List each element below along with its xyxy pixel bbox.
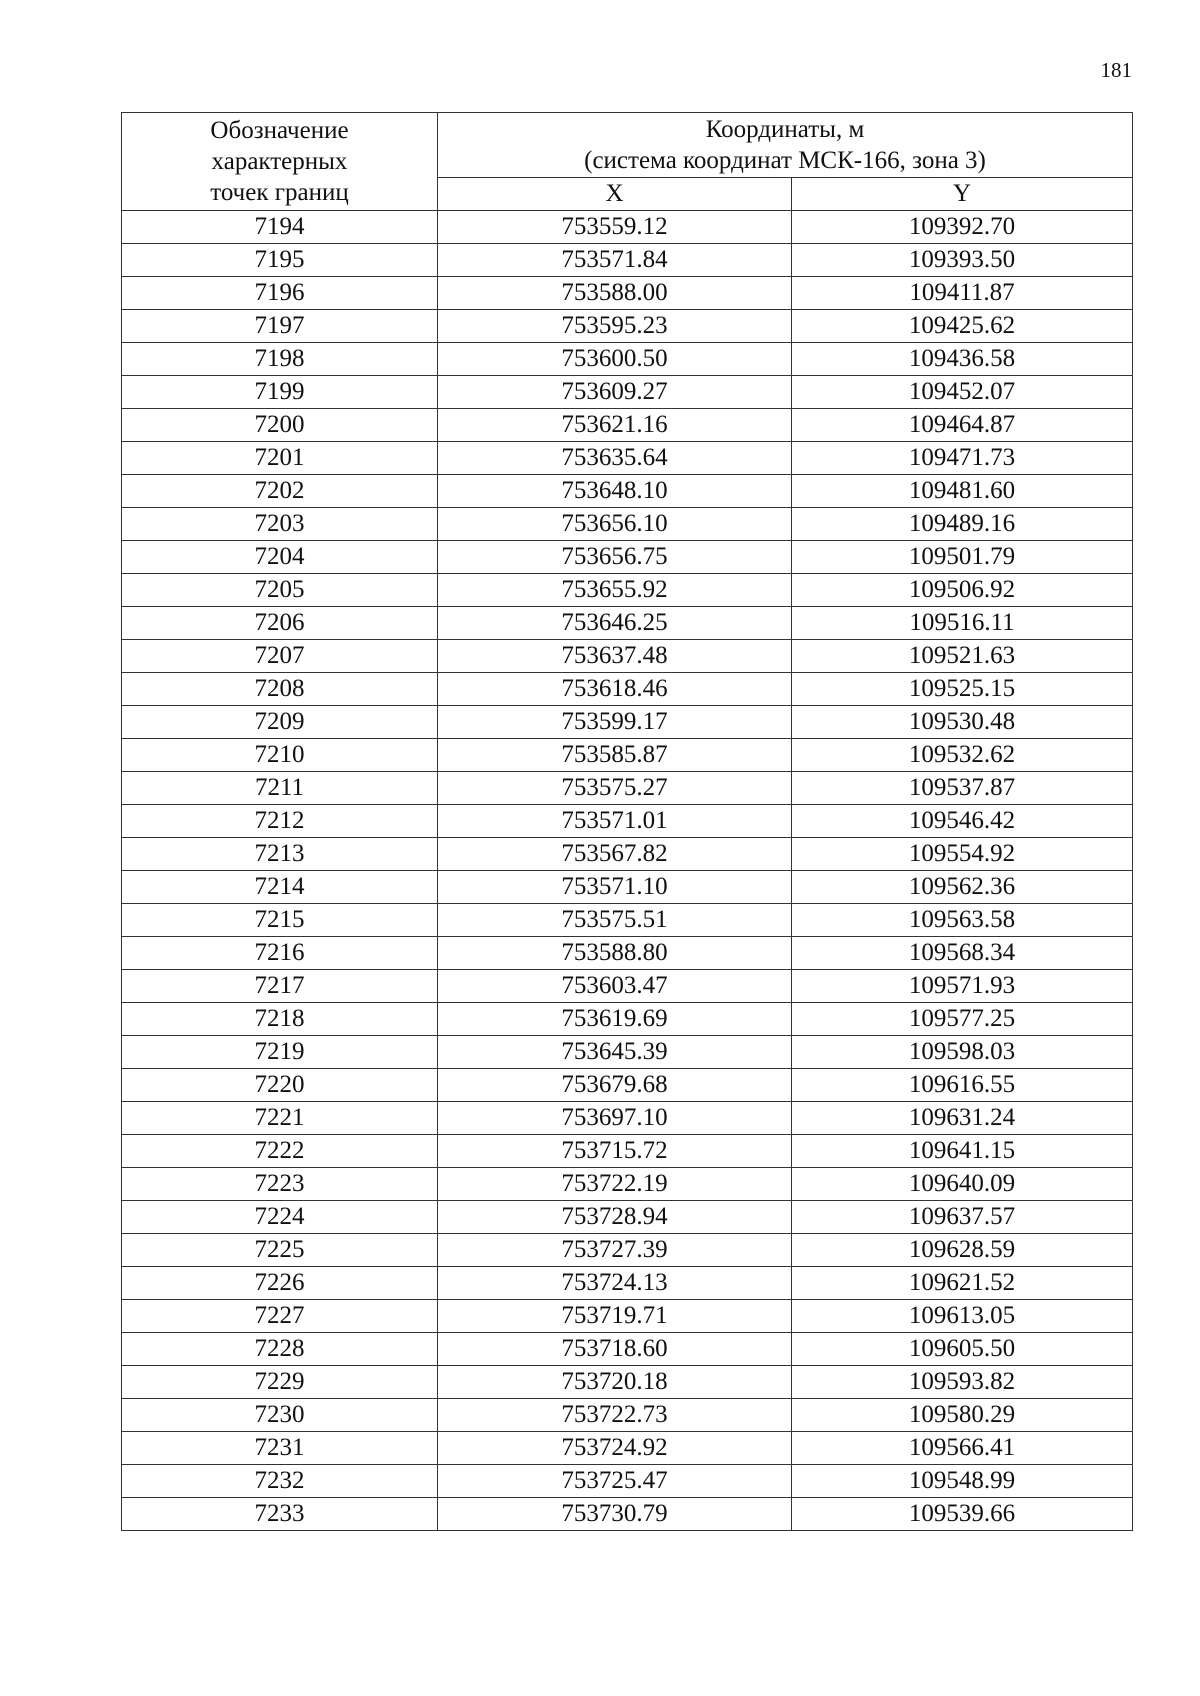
cell-y: 109516.11 — [792, 607, 1133, 640]
cell-y: 109571.93 — [792, 970, 1133, 1003]
cell-point: 7221 — [122, 1102, 438, 1135]
cell-point: 7197 — [122, 310, 438, 343]
header-point-line: точек границ — [210, 179, 349, 206]
header-x: X — [438, 178, 792, 211]
cell-x: 753595.23 — [438, 310, 792, 343]
cell-x: 753646.25 — [438, 607, 792, 640]
cell-x: 753724.92 — [438, 1432, 792, 1465]
cell-point: 7231 — [122, 1432, 438, 1465]
cell-y: 109489.16 — [792, 508, 1133, 541]
table-row — [122, 673, 1133, 706]
table-body — [122, 211, 1133, 1531]
table-row — [122, 508, 1133, 541]
cell-point: 7219 — [122, 1036, 438, 1069]
cell-point: 7194 — [122, 211, 438, 244]
cell-point: 7210 — [122, 739, 438, 772]
table-row — [122, 343, 1133, 376]
cell-point: 7195 — [122, 244, 438, 277]
table-row — [122, 640, 1133, 673]
cell-point: 7225 — [122, 1234, 438, 1267]
table-row — [122, 574, 1133, 607]
cell-x: 753571.01 — [438, 805, 792, 838]
cell-y: 109521.63 — [792, 640, 1133, 673]
table-row — [122, 1036, 1133, 1069]
cell-y: 109616.55 — [792, 1069, 1133, 1102]
cell-y: 109566.41 — [792, 1432, 1133, 1465]
cell-x: 753618.46 — [438, 673, 792, 706]
header-coordinates-line: Координаты, м — [705, 116, 865, 143]
cell-x: 753571.10 — [438, 871, 792, 904]
table-row — [122, 1234, 1133, 1267]
cell-point: 7203 — [122, 508, 438, 541]
cell-x: 753567.82 — [438, 838, 792, 871]
cell-y: 109621.52 — [792, 1267, 1133, 1300]
cell-x: 753621.16 — [438, 409, 792, 442]
cell-y: 109631.24 — [792, 1102, 1133, 1135]
cell-x: 753724.13 — [438, 1267, 792, 1300]
table-row — [122, 805, 1133, 838]
table-row — [122, 1135, 1133, 1168]
cell-point: 7218 — [122, 1003, 438, 1036]
cell-x: 753679.68 — [438, 1069, 792, 1102]
table-row — [122, 310, 1133, 343]
table-row — [122, 1366, 1133, 1399]
cell-y: 109637.57 — [792, 1201, 1133, 1234]
table-header — [122, 113, 1133, 211]
table-row — [122, 1333, 1133, 1366]
coordinates-table — [121, 112, 1133, 1531]
cell-point: 7217 — [122, 970, 438, 1003]
cell-y: 109563.58 — [792, 904, 1133, 937]
table-row — [122, 772, 1133, 805]
cell-x: 753599.17 — [438, 706, 792, 739]
cell-point: 7206 — [122, 607, 438, 640]
cell-x: 753645.39 — [438, 1036, 792, 1069]
cell-y: 109546.42 — [792, 805, 1133, 838]
cell-point: 7199 — [122, 376, 438, 409]
header-point-designation — [122, 113, 438, 211]
cell-point: 7205 — [122, 574, 438, 607]
cell-x: 753571.84 — [438, 244, 792, 277]
cell-point: 7204 — [122, 541, 438, 574]
cell-x: 753722.19 — [438, 1168, 792, 1201]
cell-y: 109436.58 — [792, 343, 1133, 376]
table-row — [122, 1498, 1133, 1531]
table-row — [122, 970, 1133, 1003]
cell-x: 753588.00 — [438, 277, 792, 310]
cell-y: 109613.05 — [792, 1300, 1133, 1333]
cell-y: 109532.62 — [792, 739, 1133, 772]
header-point-line: Обозначение — [210, 117, 349, 144]
cell-x: 753722.73 — [438, 1399, 792, 1432]
cell-x: 753637.48 — [438, 640, 792, 673]
table-row — [122, 607, 1133, 640]
cell-point: 7227 — [122, 1300, 438, 1333]
table-row — [122, 1201, 1133, 1234]
cell-x: 753609.27 — [438, 376, 792, 409]
cell-point: 7196 — [122, 277, 438, 310]
cell-y: 109580.29 — [792, 1399, 1133, 1432]
cell-y: 109641.15 — [792, 1135, 1133, 1168]
cell-y: 109525.15 — [792, 673, 1133, 706]
cell-point: 7224 — [122, 1201, 438, 1234]
cell-y: 109548.99 — [792, 1465, 1133, 1498]
cell-point: 7207 — [122, 640, 438, 673]
cell-y: 109452.07 — [792, 376, 1133, 409]
cell-y: 109598.03 — [792, 1036, 1133, 1069]
cell-y: 109605.50 — [792, 1333, 1133, 1366]
cell-y: 109464.87 — [792, 409, 1133, 442]
cell-x: 753719.71 — [438, 1300, 792, 1333]
cell-x: 753656.75 — [438, 541, 792, 574]
table-row — [122, 277, 1133, 310]
table-row — [122, 211, 1133, 244]
cell-x: 753730.79 — [438, 1498, 792, 1531]
cell-point: 7222 — [122, 1135, 438, 1168]
cell-point: 7223 — [122, 1168, 438, 1201]
cell-y: 109554.92 — [792, 838, 1133, 871]
table-row — [122, 904, 1133, 937]
table-row — [122, 1465, 1133, 1498]
cell-x: 753619.69 — [438, 1003, 792, 1036]
table-row — [122, 244, 1133, 277]
cell-point: 7216 — [122, 937, 438, 970]
cell-x: 753603.47 — [438, 970, 792, 1003]
cell-y: 109640.09 — [792, 1168, 1133, 1201]
cell-x: 753585.87 — [438, 739, 792, 772]
table-row — [122, 1069, 1133, 1102]
cell-y: 109425.62 — [792, 310, 1133, 343]
cell-point: 7202 — [122, 475, 438, 508]
cell-point: 7220 — [122, 1069, 438, 1102]
cell-y: 109392.70 — [792, 211, 1133, 244]
cell-y: 109411.87 — [792, 277, 1133, 310]
cell-x: 753697.10 — [438, 1102, 792, 1135]
table-row — [122, 1432, 1133, 1465]
cell-point: 7212 — [122, 805, 438, 838]
cell-x: 753718.60 — [438, 1333, 792, 1366]
cell-y: 109506.92 — [792, 574, 1133, 607]
table-row — [122, 871, 1133, 904]
table-row — [122, 1102, 1133, 1135]
cell-point: 7228 — [122, 1333, 438, 1366]
cell-y: 109537.87 — [792, 772, 1133, 805]
cell-x: 753648.10 — [438, 475, 792, 508]
cell-point: 7209 — [122, 706, 438, 739]
header-y: Y — [792, 178, 1133, 211]
cell-y: 109501.79 — [792, 541, 1133, 574]
cell-x: 753656.10 — [438, 508, 792, 541]
table-row — [122, 1399, 1133, 1432]
cell-x: 753728.94 — [438, 1201, 792, 1234]
cell-x: 753715.72 — [438, 1135, 792, 1168]
cell-x: 753575.51 — [438, 904, 792, 937]
cell-point: 7230 — [122, 1399, 438, 1432]
cell-y: 109593.82 — [792, 1366, 1133, 1399]
cell-y: 109393.50 — [792, 244, 1133, 277]
cell-y: 109577.25 — [792, 1003, 1133, 1036]
table-row — [122, 937, 1133, 970]
cell-y: 109539.66 — [792, 1498, 1133, 1531]
table-row — [122, 442, 1133, 475]
table-row — [122, 475, 1133, 508]
cell-x: 753720.18 — [438, 1366, 792, 1399]
cell-point: 7198 — [122, 343, 438, 376]
table-row — [122, 739, 1133, 772]
cell-x: 753655.92 — [438, 574, 792, 607]
cell-point: 7233 — [122, 1498, 438, 1531]
cell-y: 109471.73 — [792, 442, 1133, 475]
header-point-line: характерных — [211, 148, 348, 175]
cell-point: 7215 — [122, 904, 438, 937]
table-row — [122, 376, 1133, 409]
table-row — [122, 1300, 1133, 1333]
cell-x: 753559.12 — [438, 211, 792, 244]
cell-y: 109481.60 — [792, 475, 1133, 508]
cell-point: 7214 — [122, 871, 438, 904]
table-row — [122, 1168, 1133, 1201]
cell-point: 7201 — [122, 442, 438, 475]
header-coordinates — [438, 113, 1133, 178]
cell-x: 753635.64 — [438, 442, 792, 475]
cell-y: 109562.36 — [792, 871, 1133, 904]
header-coordinates-line: (система координат МСК-166, зона 3) — [584, 147, 986, 174]
table-row — [122, 706, 1133, 739]
cell-point: 7211 — [122, 772, 438, 805]
table-row — [122, 409, 1133, 442]
cell-point: 7229 — [122, 1366, 438, 1399]
cell-point: 7213 — [122, 838, 438, 871]
cell-y: 109628.59 — [792, 1234, 1133, 1267]
cell-x: 753575.27 — [438, 772, 792, 805]
page-number: 181 — [1100, 58, 1132, 82]
cell-x: 753588.80 — [438, 937, 792, 970]
cell-x: 753600.50 — [438, 343, 792, 376]
cell-point: 7208 — [122, 673, 438, 706]
cell-point: 7200 — [122, 409, 438, 442]
table-row — [122, 1003, 1133, 1036]
cell-x: 753727.39 — [438, 1234, 792, 1267]
table-row — [122, 541, 1133, 574]
table-row — [122, 1267, 1133, 1300]
cell-x: 753725.47 — [438, 1465, 792, 1498]
cell-point: 7232 — [122, 1465, 438, 1498]
cell-y: 109530.48 — [792, 706, 1133, 739]
cell-y: 109568.34 — [792, 937, 1133, 970]
table-row — [122, 838, 1133, 871]
cell-point: 7226 — [122, 1267, 438, 1300]
